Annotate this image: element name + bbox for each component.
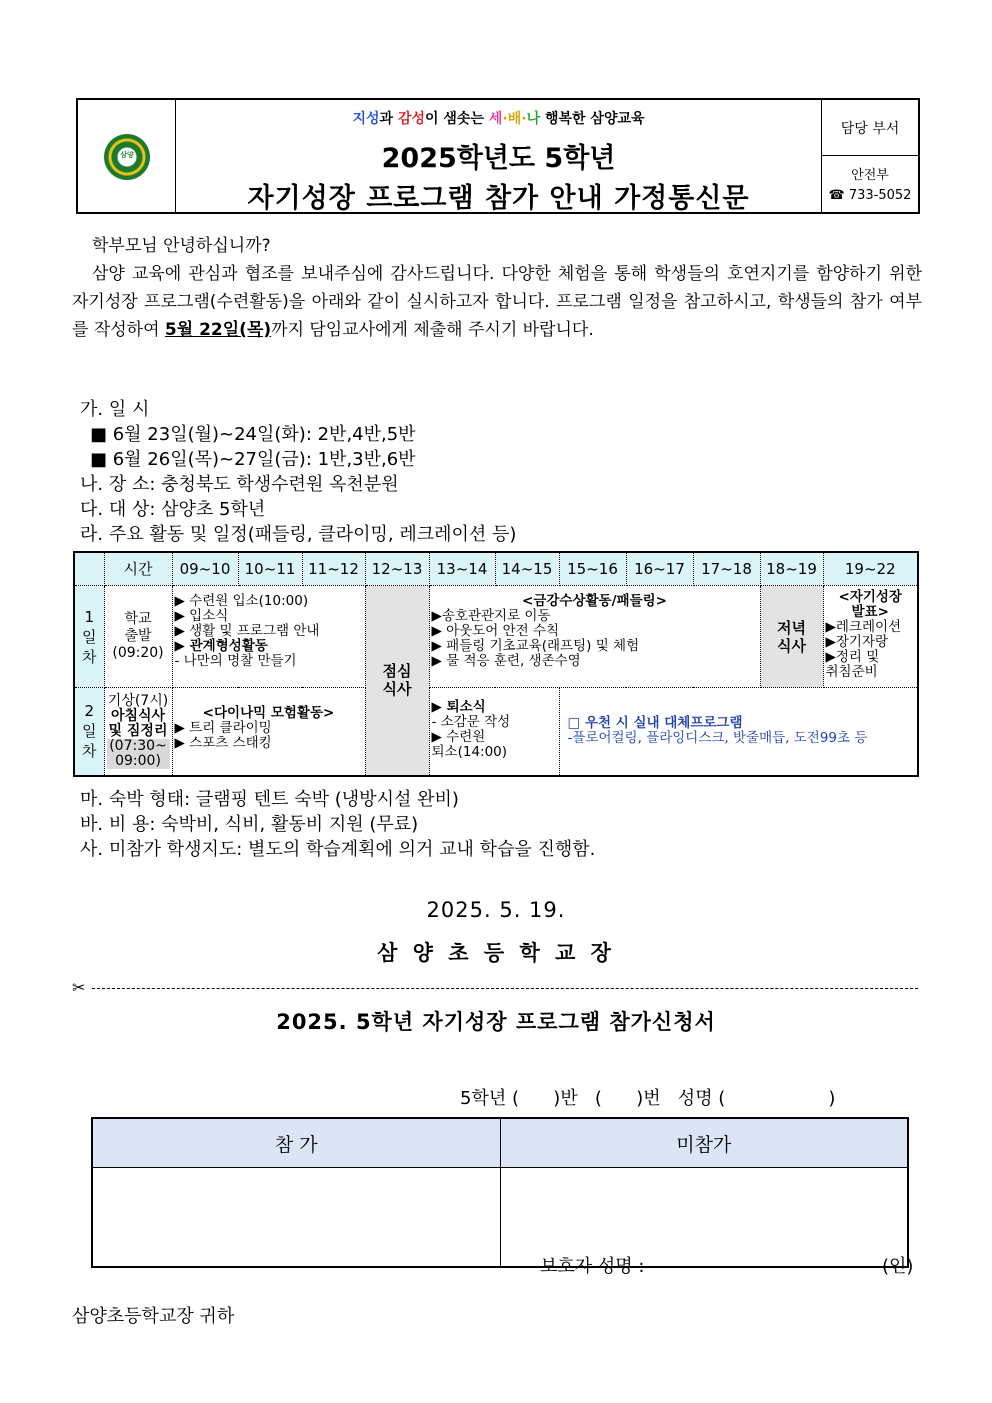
item-schedule: 가. 일 시 [80,399,150,420]
item-nonparticipant: 사. 미참가 학생지도: 별도의 학습계획에 의거 교내 학습을 진행함. [80,839,596,860]
rain-programs: -플로어컬링, 플라잉디스크, 밧줄매듭, 도전99초 등 [567,730,868,746]
evening-title: <자기성장 [838,589,902,605]
activity-line: 취침준비 [825,664,878,680]
item-lodging: 마. 숙박 형태: 글램핑 텐트 숙박 (냉방시설 완비) [80,789,459,810]
scissors-icon: ✂ [72,978,86,997]
guardian-label: 보호자 성명 : [540,1256,645,1277]
wake-line: (07:30~ [107,739,170,754]
body-text: 삼양 교육에 관심과 협조를 보내주심에 감사드립니다. 다양한 체험을 통해 학생들의 호연지기를 함양하기 위한 자기성장 프로그램(수련활동)을 아래와 같이 실시하고자 합니다. 프로그램 일정을 참고하시고, 학생들의 참가 여부를 작성하여 [72,264,922,340]
join-input-cell[interactable] [92,1168,500,1268]
slogan-part: 배 [507,111,522,127]
day2-row [74,688,918,776]
item-activities: 라. 주요 활동 및 일정(패들링, 클라이밍, 레크레이션 등) [80,524,517,545]
time-slot: 17~18 [693,552,760,586]
slogan-part: · [502,111,508,127]
day1-depart [104,586,172,688]
body-text-end: 까지 담임교사에게 제출해 주시기 바랍니다. [271,320,594,340]
wake-line: 아침식사 [110,707,166,724]
activity-line: ▶ 생활 및 프로그램 안내 [174,623,320,639]
corner-cell [74,552,104,586]
wake-line: 기상(7시) [107,692,169,709]
greeting-text: 학부모님 안녕하십니까? [92,236,271,256]
item-cost: 바. 비 용: 숙박비, 식비, 활동비 지원 (무료) [80,814,419,835]
lunch-line: 식사 [382,680,412,699]
slogan-part: · [521,111,527,127]
activity-line: ▶송호관관지로 이동 [431,608,551,624]
day1-label [74,586,104,688]
student-info: 5학년 ( )반 ( )번 성명 ( ) [460,1088,836,1109]
time-header-row [74,552,918,586]
logo-cell [78,100,176,212]
body-paragraph [72,260,922,344]
afternoon-title: <금강수상활동/패들링> [522,593,667,609]
time-slot: 13~14 [429,552,495,586]
day-label-part: 일 [82,722,97,741]
title-line2: 자기성장 프로그램 참가 안내 가정통신문 [247,183,750,214]
item-target: 다. 대 상: 삼양초 5학년 [80,499,266,520]
activity-line: ▶ 패들링 기초교육(래프팅) 및 체험 [431,638,640,654]
day2-rain-plan [559,688,918,776]
activity-line: ▶ 수련원 [431,729,486,745]
dinner-line: 저녁 [777,618,806,637]
activity-line: ▶ 아웃도어 안전 수칙 [431,623,560,639]
time-slot: 15~16 [559,552,626,586]
lunch-line: 점심 [382,662,412,681]
slogan-part: 지성 [352,111,380,127]
morning-title: <다이나믹 모험활동> [202,705,335,721]
day1-morning [172,586,365,688]
activity-line: ▶레크레이션 [825,619,902,635]
time-slot: 09~10 [172,552,238,586]
activity-line: ▶장기자랑 [825,634,889,650]
time-slot: 12~13 [365,552,429,586]
time-slot: 10~11 [238,552,302,586]
greeting [72,232,922,260]
slogan-part: 행복한 삼양교육 [540,111,645,127]
wake-line: 09:00) [107,754,170,769]
dept-cell [821,100,918,212]
activity-line: ▶ 입소식 [174,608,229,624]
dinner-cell [760,586,823,688]
activity-line: 퇴소(14:00) [431,744,508,760]
slogan-part: 나 [526,111,541,127]
logo-text: 삼양 [120,151,134,159]
activity-line: ▶ 수련원 입소(10:00) [174,593,309,609]
day-label-part: 1 [84,607,95,626]
dinner-line: 식사 [777,636,806,655]
activity-line: ▶ 물 적응 훈련, 생존수영 [431,653,581,669]
day2-wake [104,688,172,776]
activity-line: ▶정리 및 [825,649,880,665]
time-slot: 11~12 [302,552,365,586]
item-place: 나. 장 소: 충청북도 학생수련원 옥천분원 [80,474,399,495]
slogan-part: 세 [488,111,503,127]
dept-info [822,156,918,215]
application-row [92,1168,908,1268]
depart-line: (09:20) [112,645,164,661]
activity-line: - 소감문 작성 [431,714,511,730]
evening-title: 발표> [851,604,889,620]
slogan-part: 과 [379,111,398,127]
day-label-part: 일 [82,627,97,646]
col-nojoin: 미참가 [500,1118,908,1168]
day1-afternoon [429,586,760,688]
wake-line: 및 짐정리 [108,722,168,739]
day-label-part: 차 [82,647,97,666]
time-slot: 18~19 [760,552,823,586]
day2-label [74,688,104,776]
item-schedule-2: ■ 6월 26일(목)~27일(금): 1반,3반,6반 [90,449,416,470]
day2-closing [429,688,559,776]
activity-line: - 나만의 명찰 만들기 [174,653,297,669]
dept-name: 안전부 [851,167,889,183]
application-header [92,1118,908,1168]
slogan-part: 이 샘솟는 [425,111,489,127]
slogan [175,108,822,128]
lunch-cell [365,586,429,776]
rain-title: □ 우천 시 실내 대체프로그램 [567,715,743,731]
school-logo-icon [104,134,150,180]
dept-label: 담당 부서 [822,100,918,156]
activity-line: ▶ 퇴소식 [431,699,486,715]
slogan-part: 감성 [397,111,425,127]
seal-mark: (인) [882,1256,914,1277]
day-label-part: 2 [84,702,95,721]
application-table [91,1117,909,1268]
cut-line [92,988,918,989]
deadline: 5월 22일(목) [164,320,272,340]
depart-line: 출발 [124,628,152,644]
time-label: 시간 [104,552,172,586]
activity-line: ▶ 관계형성활동 [174,638,268,654]
item-schedule-1: ■ 6월 23일(월)~24일(화): 2반,4반,5반 [90,424,416,445]
activity-line: ▶ 스포츠 스태킹 [174,735,272,751]
header-box [76,98,920,214]
day1-evening [823,586,918,688]
addressee: 삼양초등학교장 귀하 [72,1306,235,1327]
depart-line: 학교 [124,611,152,627]
col-join: 참 가 [92,1118,500,1168]
dept-phone: ☎ 733-5052 [828,187,912,203]
schedule-table [73,551,919,777]
activity-line: ▶ 트리 클라이밍 [174,720,272,736]
time-slot: 19~22 [823,552,918,586]
principal-name: 삼 양 초 등 학 교 장 [377,941,615,965]
day1-row [74,586,918,688]
form-title: 2025. 5학년 자기성장 프로그램 참가신청서 [276,1010,716,1034]
issue-date: 2025. 5. 19. [426,898,566,922]
day2-morning [172,688,365,776]
time-slot: 14~15 [495,552,559,586]
title-line1: 2025학년도 5학년 [381,143,616,174]
day-label-part: 차 [82,742,97,761]
time-slot: 16~17 [626,552,693,586]
